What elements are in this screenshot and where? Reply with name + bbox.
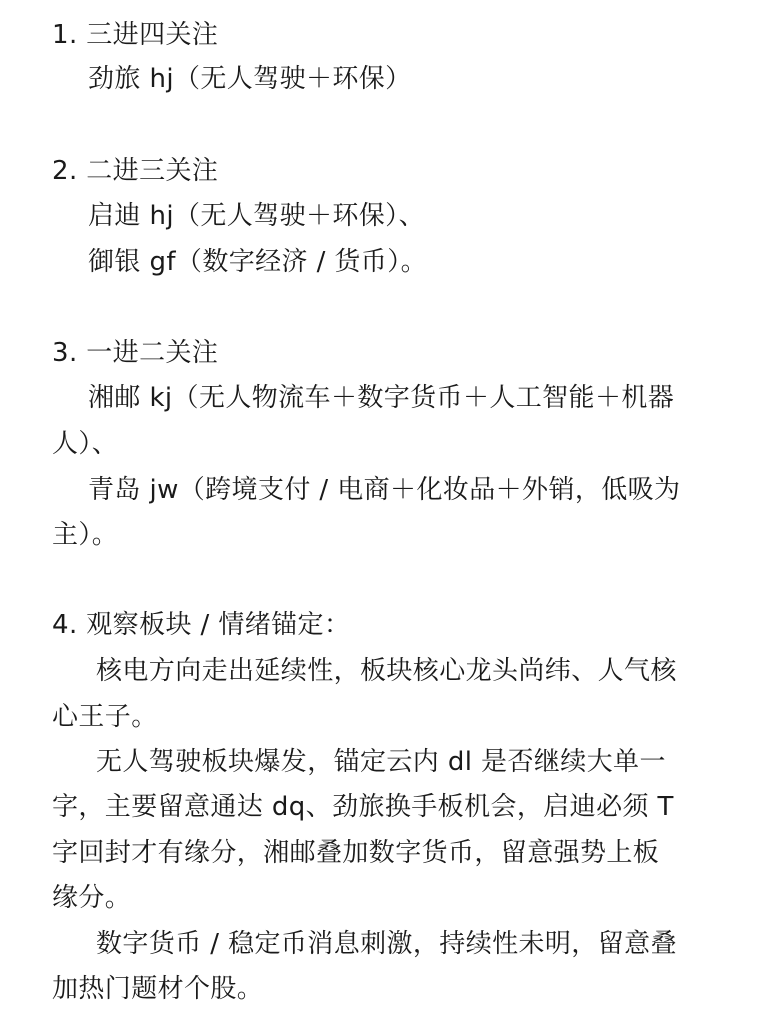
section-3-line-3: 青岛 jw（跨境支付 / 电商＋化妆品＋外销，低吸为: [88, 475, 681, 505]
section-4-line-2: 心王子。: [52, 702, 158, 732]
section-4-line-3: 无人驾驶板块爆发，锚定云内 dl 是否继续大单一: [96, 747, 666, 777]
section-3-heading: 3. 一进二关注: [52, 338, 219, 368]
section-4-heading: 4. 观察板块 / 情绪锚定：: [52, 610, 351, 640]
section-1-line-1: 劲旅 hj（无人驾驶＋环保）: [88, 64, 412, 94]
section-2-heading: 2. 二进三关注: [52, 156, 219, 186]
section-4-line-6: 缘分。: [52, 883, 132, 913]
section-3-line-1: 湘邮 kj（无人物流车＋数字货币＋人工智能＋机器: [88, 383, 675, 413]
section-4-line-1: 核电方向走出延续性，板块核心龙头尚纬、人气核: [96, 656, 677, 686]
section-2-line-1: 启迪 hj（无人驾驶＋环保）、: [88, 201, 425, 231]
section-4-line-4: 字，主要留意通达 dq、劲旅换手板机会，启迪必须 T: [52, 792, 674, 822]
section-4-line-7: 数字货币 / 稳定币消息刺激，持续性未明，留意叠: [96, 929, 677, 959]
section-1-heading: 1. 三进四关注: [52, 20, 219, 50]
section-3-line-2: 人）、: [52, 429, 119, 459]
section-2-line-2: 御银 gf（数字经济 / 货币）。: [88, 247, 428, 277]
section-3-line-4: 主）。: [52, 520, 119, 550]
section-4-line-8: 加热门题材个股。: [52, 974, 264, 1004]
section-4-line-5: 字回封才有缘分，湘邮叠加数字货币，留意强势上板: [52, 838, 660, 868]
